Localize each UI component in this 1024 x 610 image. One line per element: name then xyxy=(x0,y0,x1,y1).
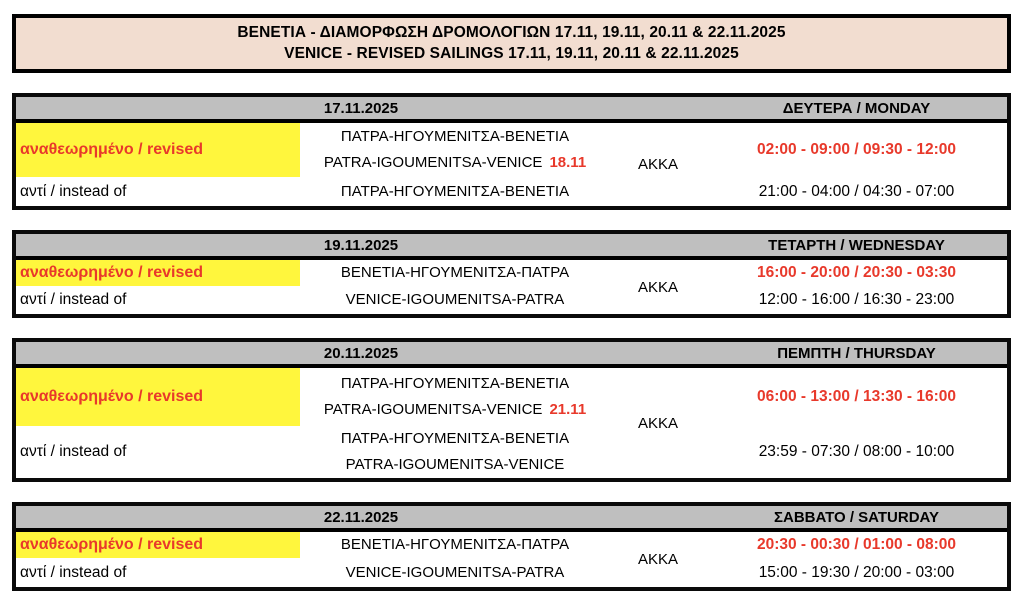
title-line-greek: ΒΕΝΕΤΙΑ - ΔΙΑΜΟΡΦΩΣΗ ΔΡΟΜΟΛΟΓΙΩΝ 17.11, 19.11, 20.11 & 22.11.2025 xyxy=(237,24,786,41)
revised-times: 06:00 - 13:00 / 13:30 - 16:00 xyxy=(756,388,957,405)
block-date: 22.11.2025 xyxy=(16,506,706,532)
revised-route xyxy=(300,260,610,286)
revised-label: αναθεωρημένο / revised xyxy=(16,532,300,558)
route-line-greek: ΠΑΤΡΑ-ΗΓΟΥΜΕΝΙΤΣΑ-ΒΕΝΕΤΙΑ xyxy=(340,182,570,200)
route-line-english: VENICE-IGOUMENITSA-PATRA xyxy=(345,563,565,581)
block-day: ΠΕΜΠΤΗ / THURSDAY xyxy=(706,342,1007,368)
instead-times: 12:00 - 16:00 / 16:30 - 23:00 xyxy=(758,291,955,308)
instead-of-label: αντί / instead of xyxy=(20,182,127,200)
instead-of-label: αντί / instead of xyxy=(20,443,127,460)
route-line-english: PATRA-IGOUMENITSA-VENICE xyxy=(345,456,565,473)
schedule-block-19-11 xyxy=(12,230,1011,318)
revised-times: 16:00 - 20:00 / 20:30 - 03:30 xyxy=(756,264,957,281)
revised-route xyxy=(300,368,610,426)
instead-of-label: αντί / instead of xyxy=(20,291,127,308)
schedule-notice-page xyxy=(0,14,1024,610)
route-line-greek: ΠΑΤΡΑ-ΗΓΟΥΜΕΝΙΤΣΑ-ΒΕΝΕΤΙΑ xyxy=(340,375,570,392)
title-banner xyxy=(12,14,1011,73)
block-date: 20.11.2025 xyxy=(16,342,706,368)
route-line-greek: ΒΕΝΕΤΙΑ-ΗΓΟΥΜΕΝΙΤΣΑ-ΠΑΤΡΑ xyxy=(340,536,570,553)
route-line-greek: ΠΑΤΡΑ-ΗΓΟΥΜΕΝΙΤΣΑ-ΒΕΝΕΤΙΑ xyxy=(340,128,570,145)
title-line-english: VENICE - REVISED SAILINGS 17.11, 19.11, 20.11 & 22.11.2025 xyxy=(284,45,739,62)
route-line-english: VENICE-IGOUMENITSA-PATRA xyxy=(345,291,565,308)
block-day: ΔΕΥΤΕΡΑ / MONDAY xyxy=(706,97,1007,123)
revised-route xyxy=(300,123,610,177)
revised-date-highlight: 18.11 xyxy=(549,154,587,171)
instead-route xyxy=(300,286,610,314)
block-date: 19.11.2025 xyxy=(16,234,706,260)
instead-route xyxy=(300,426,610,478)
vessel-name: AKKA xyxy=(637,414,679,432)
vessel-name: AKKA xyxy=(637,551,679,568)
revised-times: 20:30 - 00:30 / 01:00 - 08:00 xyxy=(756,536,957,553)
revised-label: αναθεωρημένο / revised xyxy=(16,368,300,426)
revised-times: 02:00 - 09:00 / 09:30 - 12:00 xyxy=(756,141,957,158)
route-line-english: PATRA-IGOUMENITSA-VENICE 18.11 xyxy=(323,154,587,171)
revised-label: αναθεωρημένο / revised xyxy=(16,123,300,177)
block-date: 17.11.2025 xyxy=(16,97,706,123)
instead-times: 21:00 - 04:00 / 04:30 - 07:00 xyxy=(758,182,955,200)
schedule-block-20-11 xyxy=(12,338,1011,482)
vessel-name: AKKA xyxy=(637,156,679,173)
instead-route xyxy=(300,558,610,587)
route-line-greek: ΒΕΝΕΤΙΑ-ΗΓΟΥΜΕΝΙΤΣΑ-ΠΑΤΡΑ xyxy=(340,264,570,281)
block-day: ΤΕΤΑΡΤΗ / WEDNESDAY xyxy=(706,234,1007,260)
revised-label: αναθεωρημένο / revised xyxy=(16,260,300,286)
instead-times: 23:59 - 07:30 / 08:00 - 10:00 xyxy=(758,443,955,460)
revised-route xyxy=(300,532,610,558)
instead-of-label: αντί / instead of xyxy=(20,563,127,581)
instead-route xyxy=(300,177,610,206)
vessel-name: AKKA xyxy=(637,278,679,296)
route-line-english: PATRA-IGOUMENITSA-VENICE 21.11 xyxy=(323,401,587,418)
route-line-greek: ΠΑΤΡΑ-ΗΓΟΥΜΕΝΙΤΣΑ-ΒΕΝΕΤΙΑ xyxy=(340,430,570,447)
block-day: ΣΑΒΒΑΤΟ / SATURDAY xyxy=(706,506,1007,532)
schedule-block-17-11 xyxy=(12,93,1011,210)
instead-times: 15:00 - 19:30 / 20:00 - 03:00 xyxy=(758,563,955,581)
revised-date-highlight: 21.11 xyxy=(549,401,587,418)
schedule-block-22-11 xyxy=(12,502,1011,591)
